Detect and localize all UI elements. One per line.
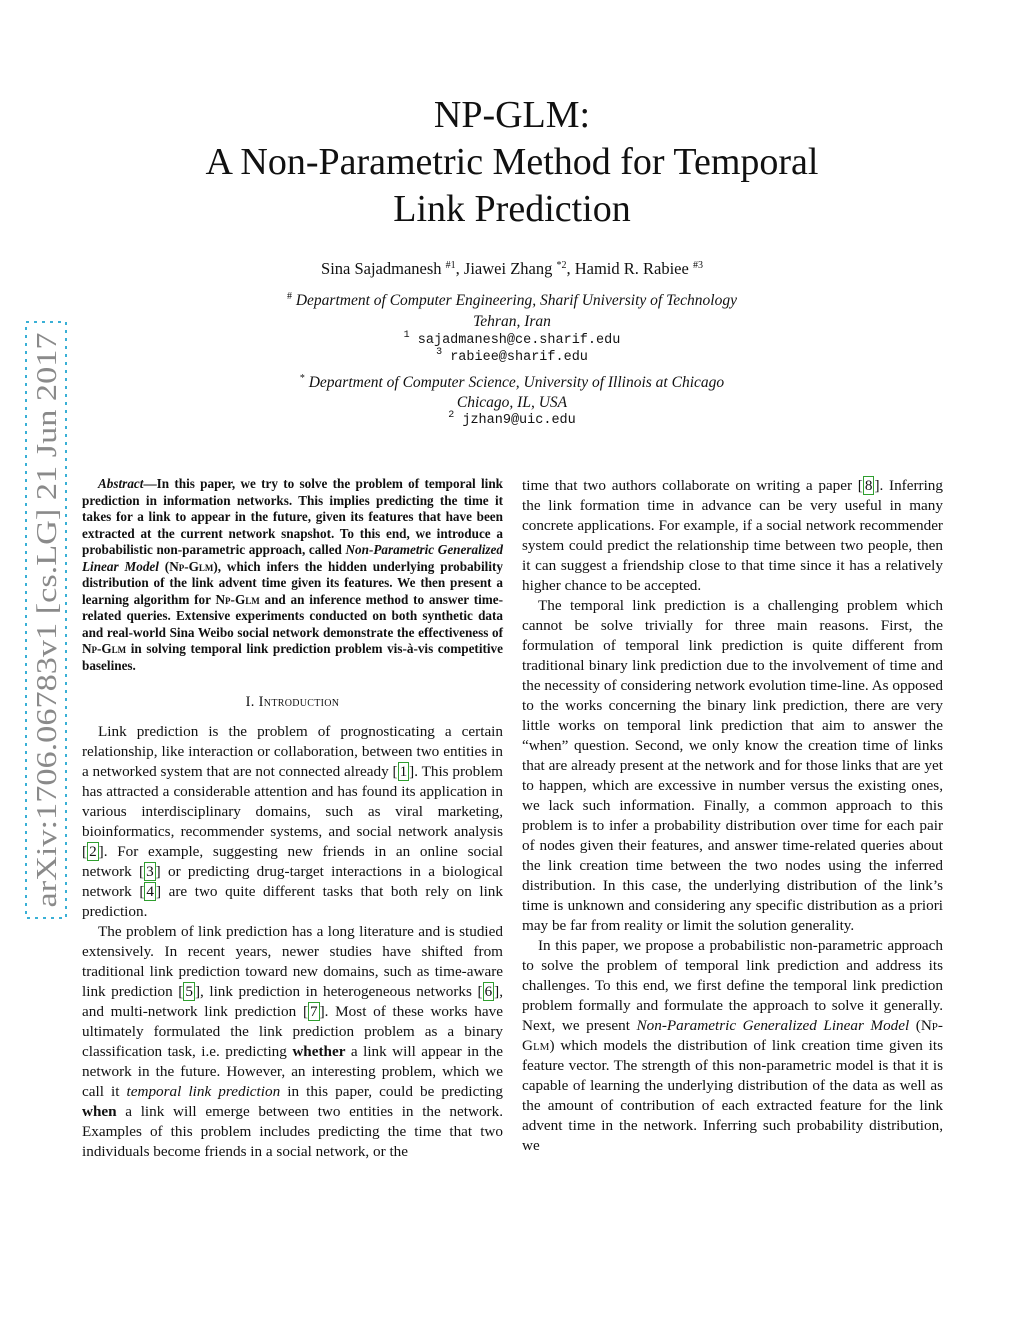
paragraph-text: . For example, suggesting new friends in an online social network [82,843,503,880]
affiliation-1 [0,291,1024,311]
affiliation-mark: * [299,373,305,384]
paragraph-text: . Most of these works have ultimately formulated the link prediction problem as a binary classification task, i.e. predicting [82,1003,503,1060]
email-address: jzhan9@uic.edu [462,413,576,428]
email-address: sajadmanesh@ce.sharif.edu [417,333,621,348]
citation-link[interactable]: 7 [310,1003,318,1020]
left-column [82,476,503,1162]
paragraph: Link prediction is the problem of prognosticating a certain relationship, like interaction or collaboration, between two entities in a networked system that are not connected already [ 1 ]. This problem has attracted a considerable attention and has found its application in various interdisciplinary domains, such as viral marketing, bioinformatics, recommender systems, and social network analysis [ 2 ]. For example, suggesting new friends in an online social network [ 3 ] or predicting drug-target interactions in a biological network [ 4 ] are two quite different tasks that both rely on link prediction. [82,723,503,920]
email-mark: 1 [403,330,410,341]
paragraph-text: are two quite different tasks that both rely on link prediction. [82,883,503,920]
emphasis-italic: temporal link prediction [126,1083,281,1100]
citation-link[interactable]: 4 [146,883,154,900]
affiliation-mark: # [286,291,292,302]
citation-link[interactable]: 8 [864,477,873,494]
author-mark: *2 [556,260,567,271]
citation-link[interactable]: 1 [399,763,408,780]
affiliation-2 [0,373,1024,393]
section-title: Introduction [258,694,340,710]
title-line-1: NP-GLM: [433,94,591,136]
author-mark: #3 [692,260,703,271]
paragraph [522,936,943,1156]
affiliation-dept: Department of Computer Engineering, Sharif University of Technology [295,292,737,309]
model-abbrev: Np-Glm [169,558,214,574]
paragraph: time that two authors collaborate on writing a paper [ 8 ]. Inferring the link formation time in advance can be very useful in many concrete applications. For example, if a social network recommender system could predict the relationship time between two people, then it can suggest a friendship close to that time since it has a relatively higher chance to be accepted. [522,477,943,594]
paragraph-text: , and multi-network link prediction [82,983,504,1020]
model-name: Non-Parametric Generalized Linear Model [82,542,503,574]
citation-link[interactable]: 5 [185,983,193,1000]
email-2[interactable] [0,412,1024,430]
paragraph-text: , link prediction in heterogeneous networks [200,983,478,1000]
author-name: Hamid R. Rabiee [574,259,689,278]
paragraph-text: . This problem has attracted a considerable attention and has found its application in various interdisciplinary domains, such as viral marketing, bioinformatics, recommender systems, and social network analysis [82,763,503,840]
arxiv-stamp-text: arXiv:1706.06783v1 [cs.LG] 21 Jun 2017 [31,420,63,908]
abstract-text: in solving temporal link prediction problem vis-à-vis competitive baselines. [82,641,503,673]
right-column [522,476,943,1156]
paragraph-text: or predicting drug-target interactions in a biological network [82,863,503,900]
abstract [82,476,503,674]
abstract-text: and an inference method to answer time-related queries. Extensive experiments conducted on both synthetic data and real-world Sina Weibo social network demonstrate the effectiveness of [82,591,503,640]
model-abbrev: Np-Glm [522,1017,943,1054]
paragraph: The temporal link prediction is a challenging problem which cannot be solve trivially for three main reasons. First, the formulation of temporal link prediction is quite different from traditional binary link prediction due to the involvement of time and the necessity of considering network evolution time-line. As opposed to the works concerning the binary link prediction, there are very little works on temporal link prediction that aim to answer the “when” question. Second, we only know the creation time of links that are already present at the network and for those links that are yet to happen, which are excessive in number versus the existing ones, we lack such information. Finally, a common approach to this problem is to infer a probability distribution over time for each pair of nodes given their features, and answer time-related queries about the link creation time between the two nodes using the inferred distribution. In this case, the underlying distribution of the link’s time is unknown and considering any specific distribution as a priori may be far from reality or limit the solution generality. [522,597,943,934]
affiliation-2-location: Chicago, IL, USA [456,394,568,411]
model-abbrev: Np-Glm [215,591,260,607]
model-abbrev: Np-Glm [82,641,127,656]
abstract-text: ), which infers the hidden underlying probability distribution of the link advent time given its features. We then present a learning algorithm for [82,558,503,607]
paragraph-text: In this paper, we propose a probabilistic non-parametric approach to solve the problem of temporal link prediction and address its challenges. To this end, we first define the temporal link prediction problem formally and formulate the approach to solve it generally. Next, we present [522,937,943,1034]
abstract-label: Abstract [98,476,144,491]
citation-link[interactable]: 2 [89,843,97,860]
paragraph: The problem of link prediction has a long literature and is studied extensively. In recent years, newer studies have shifted from traditional link prediction toward new domains, such as time-aware link prediction [ 5 ], link prediction in heterogeneous networks [ 6 ], and multi-network link prediction [ 7 ]. Most of these works have ultimately formulated the link prediction problem as a binary classification task, i.e. predicting whether a link will appear in the network in the future. However, an interesting problem, which we call it temporal link prediction in this paper, could be predicting when a link will emerge between two entities in the network. Examples of this problem includes predicting the time that two individuals become friends in a social network, or the [82,923,504,1160]
email-mark: 3 [436,347,443,358]
affiliation-1-location: Tehran, Iran [473,313,551,330]
paragraph-text: The problem of link prediction has a long literature and is studied extensively. In recent years, newer studies have shifted from traditional link prediction toward new domains, such as time-aware link prediction [82,923,503,1000]
paragraph-text: a link will emerge between two entities in the network. Examples of this problem includes predicting the time that two individuals become friends in a social network, or the [82,1103,503,1160]
author-list: Sina Sajadmanesh $^{\#1}$, Jiawei Zhang $^{*2}$, Hamid R. Rabiee $^{\#3}$ [321,259,703,278]
emphasis-bold: whether [292,1043,346,1060]
paragraph-text: a link will appear in the network in the future. However, an interesting problem, which we call it [82,1043,503,1100]
author-mark: #1 [445,260,456,271]
email-address: rabiee@sharif.edu [450,350,588,365]
author-name: Sina Sajadmanesh [321,259,442,278]
section-number: I. [245,694,255,710]
citation-link[interactable]: 6 [484,983,493,1000]
citation-link[interactable]: 3 [146,863,154,880]
author-name: Jiawei Zhang [463,259,553,278]
model-name: Non-Parametric Generalized Linear Model [636,1017,910,1034]
email-mark: 2 [448,410,455,421]
paragraph-text: Link prediction is the problem of prognosticating a certain relationship, like interaction or collaboration, between two entities in a networked system that are not connected already [82,723,503,780]
title-line-3: Link Prediction [393,188,631,230]
paragraph-text: ( [909,1017,921,1034]
title-line-2: A Non-Parametric Method for Temporal [205,141,819,183]
section-heading-introduction [82,692,503,712]
paragraph-text: in this paper, could be predicting [280,1083,503,1100]
affiliation-dept: Department of Computer Science, University of Illinois at Chicago [308,374,725,391]
abstract-text: —In this paper, we try to solve the problem of temporal link prediction in information networks. This implies predicting the time it takes for a link to appear in the future, given its features that have been extracted at the current network snapshot. To this end, we introduce a probabilistic non-parametric approach, called [82,476,503,557]
email-1[interactable] [0,332,1024,350]
email-3[interactable] [0,349,1024,367]
paragraph-text: time that two authors collaborate on writing a paper [522,477,858,494]
abstract-text: ( [158,558,170,574]
paragraph-text: . Inferring the link formation time in advance can be very useful in many concrete applications. For example, if a social network recommender system could predict the relationship time between two people, then it can suggest a friendship close to that time since it has a relatively higher chance to be accepted. [522,477,943,594]
emphasis-bold: when [82,1103,117,1120]
paper-title [120,92,904,233]
paragraph-text: ) which models the distribution of link creation time given its feature vector. The strength of this non-parametric model is that it is capable of learning the underlying distribution of the data as well as the amount of contribution of each extracted feature for the link advent time in the network. Inferring such probability distribution, we [522,1037,943,1154]
